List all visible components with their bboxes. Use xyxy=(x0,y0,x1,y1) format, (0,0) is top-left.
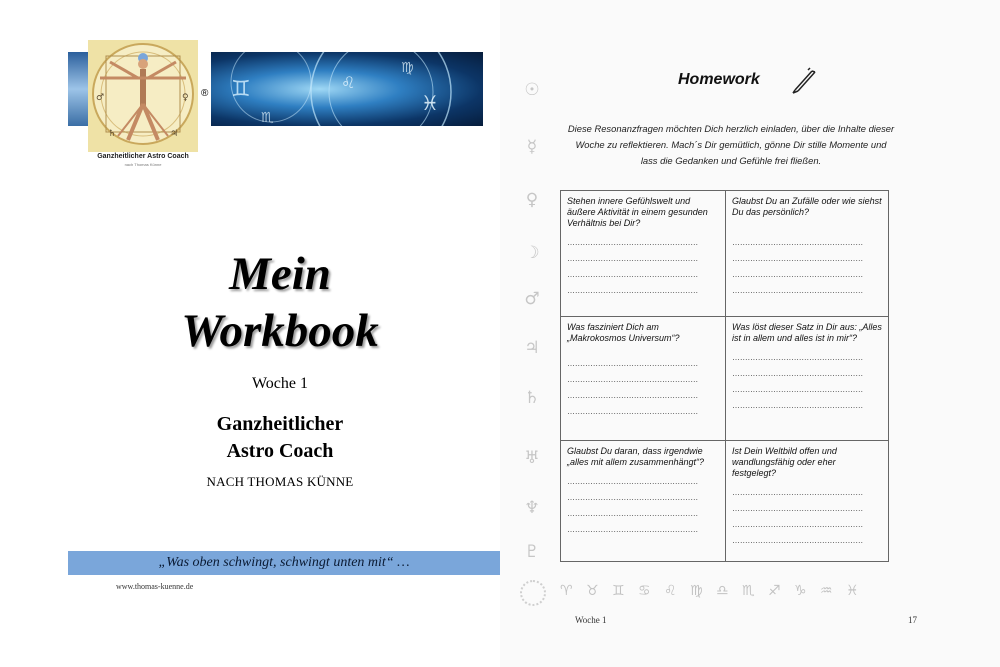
answer-lines-6[interactable]: …………………………………………… …………………………………………… …………………………………………… …………………………………………… xyxy=(732,488,863,545)
svg-text:♏: ♏ xyxy=(261,110,274,126)
svg-text:♓: ♓ xyxy=(421,91,439,115)
virgo-icon: ♍ xyxy=(690,583,703,599)
svg-text:♌: ♌ xyxy=(341,73,356,92)
answer-lines-4[interactable]: …………………………………………… …………………………………………… …………………………………………… …………………………………………… xyxy=(732,353,863,410)
question-cell-2 xyxy=(726,191,889,317)
quote-bar xyxy=(68,551,500,575)
banner-strip-image xyxy=(68,52,88,126)
aries-icon: ♈ xyxy=(560,583,573,599)
title-line-2: Workbook xyxy=(181,305,379,357)
question-cell-5 xyxy=(561,441,726,562)
author-byline: NACH THOMAS KÜNNE xyxy=(206,474,354,489)
capricorn-icon: ♑ xyxy=(794,583,807,599)
zodiac-banner-image xyxy=(211,52,483,126)
page-number: 17 xyxy=(908,615,917,625)
question-cell-4 xyxy=(726,317,889,441)
zodiac-wheel-icon xyxy=(520,580,546,606)
question-text-3: Was fasziniert Dich am „Makrokosmos Universum“? xyxy=(567,322,680,343)
answer-lines-1[interactable]: …………………………………………… …………………………………………… …………………………………………… …………………………………………… xyxy=(567,238,698,295)
svg-text:♃: ♃ xyxy=(170,129,179,139)
zodiac-symbol-row xyxy=(512,580,872,608)
website-link[interactable]: www.thomas-kuenne.de xyxy=(116,582,194,591)
sun-icon: ☉ xyxy=(524,80,540,100)
jupiter-icon: ♃ xyxy=(524,338,540,358)
gemini-icon: ♊ xyxy=(612,583,625,599)
logo-caption: Ganzheitlicher Astro Coach xyxy=(97,153,189,160)
homework-intro: Diese Resonanzfragen möchten Dich herzlich einladen, über die Inhalte dieser Woche zu reflektieren. Mach´s Dir gemütlich, gönne Dir stille Momente und lass die Gedanken und Gefühle frei fließen. xyxy=(567,123,895,166)
cancer-icon: ♋ xyxy=(638,583,651,599)
logo-subcaption: nach Thomas Künne xyxy=(124,162,162,167)
neptune-icon: ♆ xyxy=(524,498,540,518)
title-line-1: Mein xyxy=(229,248,331,300)
saturn-icon: ♄ xyxy=(524,388,540,408)
leo-icon: ♌ xyxy=(664,583,677,599)
question-text-2: Glaubst Du an Zufälle oder wie siehst Du das persönlich? xyxy=(732,196,882,217)
taurus-icon: ♉ xyxy=(586,583,599,599)
mars-icon: ♂ xyxy=(524,289,540,309)
coach-title-line-1: Ganzheitlicher xyxy=(216,413,344,435)
question-cell-1 xyxy=(561,191,726,317)
aquarius-icon: ♒ xyxy=(820,583,833,599)
pluto-icon: ♇ xyxy=(524,542,540,562)
registered-mark: ® xyxy=(201,88,209,99)
pen-icon xyxy=(790,66,818,94)
coach-title-line-2: Astro Coach xyxy=(226,440,334,462)
quote-text: „Was oben schwingt, schwingt unten mit“ … xyxy=(158,555,410,570)
scorpio-icon: ♏ xyxy=(742,583,755,599)
svg-text:♀: ♀ xyxy=(182,93,189,103)
uranus-icon: ♅ xyxy=(524,448,540,468)
answer-lines-2[interactable]: …………………………………………… …………………………………………… …………………………………………… …………………………………………… xyxy=(732,238,863,295)
pisces-icon: ♓ xyxy=(846,583,859,599)
footer-week-label: Woche 1 xyxy=(575,615,607,625)
week-label: Woche 1 xyxy=(251,375,309,392)
libra-icon: ♎ xyxy=(716,583,729,599)
svg-text:♍: ♍ xyxy=(401,60,414,76)
question-text-6: Ist Dein Weltbild offen und wandlungsfähig oder eher festgelegt? xyxy=(732,446,837,478)
svg-text:♊: ♊ xyxy=(231,77,251,102)
vitruvian-zodiac-logo xyxy=(88,40,198,152)
question-cell-6 xyxy=(726,441,889,562)
question-grid xyxy=(560,190,889,562)
venus-icon: ♀ xyxy=(525,190,539,210)
question-text-1: Stehen innere Gefühlswelt und äußere Aktivität in einem gesunden Verhältnis bei Dir? xyxy=(567,196,708,228)
moon-icon: ☽ xyxy=(524,243,540,263)
svg-text:♂: ♂ xyxy=(96,93,105,103)
sagittarius-icon: ♐ xyxy=(768,583,781,599)
question-cell-3 xyxy=(561,317,726,441)
question-text-5: Glaubst Du daran, dass irgendwie „alles mit allem zusammenhängt“? xyxy=(567,446,705,467)
homework-page xyxy=(500,0,1000,667)
question-text-4: Was löst dieser Satz in Dir aus: „Alles ist in allem und alles ist in mir“? xyxy=(732,322,882,343)
answer-lines-3[interactable]: …………………………………………… …………………………………………… …………………………………………… …………………………………………… xyxy=(567,359,698,416)
answer-lines-5[interactable]: …………………………………………… …………………………………………… …………………………………………… …………………………………………… xyxy=(567,477,698,534)
mercury-icon: ☿ xyxy=(526,137,538,157)
svg-text:♄: ♄ xyxy=(108,129,117,139)
homework-heading: Homework xyxy=(678,71,760,88)
